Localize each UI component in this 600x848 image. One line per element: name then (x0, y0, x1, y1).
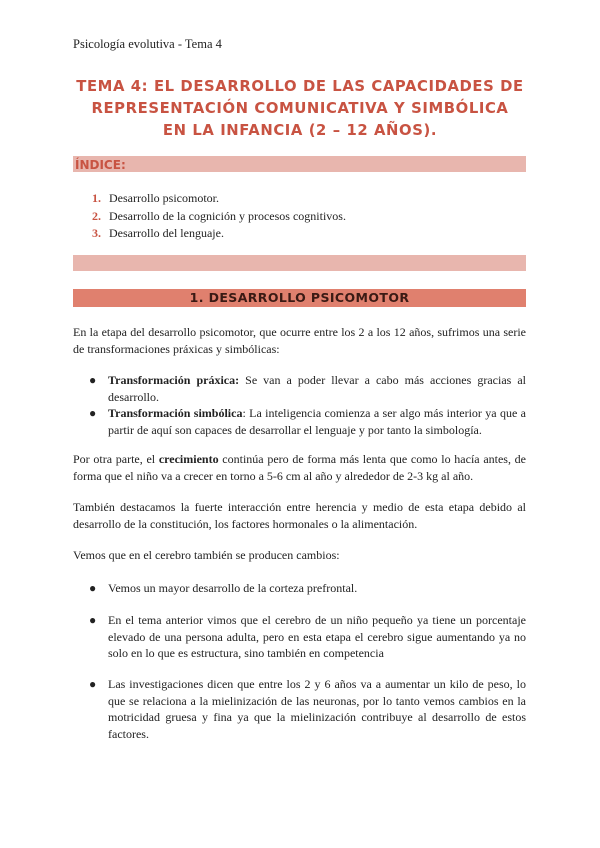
title-line-2: REPRESENTACIÓN COMUNICATIVA Y SIMBÓLICA (91, 100, 509, 117)
index-item (92, 190, 346, 208)
definition: : La inteligencia comienza a ser algo más interior ya que a partir de aquí son capaces de desarrollar el lenguaje y por tanto la simbología. (108, 406, 526, 437)
index-item (92, 208, 346, 226)
page-header: Psicología evolutiva - Tema 4 (73, 37, 222, 51)
index-heading-bar (73, 156, 526, 172)
bullet-icon: ● (89, 373, 97, 387)
title-line-1: TEMA 4: EL DESARROLLO DE LAS CAPACIDADES DE (76, 78, 524, 95)
intro-paragraph: En la etapa del desarrollo psicomotor, que ocurre entre los 2 a los 12 años, sufrimos una serie de transformaciones práxicas y simbólicas: (73, 325, 526, 356)
divider-bar (73, 255, 526, 271)
bullet-icon: ● (89, 406, 97, 420)
term: Transformación práxica: (108, 373, 240, 387)
index-item-text: Desarrollo del lenguaje. (109, 226, 224, 240)
index-item (92, 225, 346, 243)
index-item-text: Desarrollo de la cognición y procesos cognitivos. (109, 208, 346, 223)
bullet-icon: ● (89, 677, 97, 691)
growth-term: crecimiento (158, 452, 219, 466)
heredity-paragraph: También destacamos la fuerte interacción entre herencia y medio de esta etapa debido al desarrollo de la constitución, los factores hormonales o la alimentación. (73, 500, 526, 531)
title-line-3: EN LA INFANCIA (2 – 12 AÑOS). (162, 122, 438, 139)
list-item (89, 580, 526, 597)
definition: Se van a poder llevar a cabo más acciones gracias al desarrollo. (108, 373, 527, 404)
index-item-number: 1. (92, 191, 101, 205)
list-item (89, 405, 526, 438)
list-item (89, 676, 526, 742)
bullet-icon: ● (89, 613, 97, 627)
list-item-text: Las investigaciones dicen que entre los 2 y 6 años va a aumentar un kilo de peso, lo que se relaciona a la mielinización de las neuronas, por lo tanto vemos cambios en la motricidad gruesa y fina ya que la mielinización contribuye al desarrollo de estos factores. (108, 677, 526, 741)
document-title (60, 76, 540, 142)
list-item (89, 612, 526, 662)
list-item-text: En el tema anterior vimos que el cerebro de un niño pequeño ya tiene un porcentaje elevado de una persona adulta, pero en esta etapa el cerebro sigue aumentando ya no solo en lo que es estructura, sino también en competencia (108, 613, 526, 660)
list-item-text: Vemos un mayor desarrollo de la corteza prefrontal. (108, 581, 358, 595)
term: Transformación simbólica (108, 406, 243, 420)
growth-paragraph (73, 451, 526, 484)
growth-text-pre: Por otra parte, el (73, 452, 159, 466)
list-item (89, 372, 527, 405)
index-list (92, 190, 346, 243)
brain-intro: Vemos que en el cerebro también se producen cambios: (73, 548, 340, 562)
index-heading: ÍNDICE: (75, 158, 126, 172)
index-item-number: 3. (92, 226, 101, 240)
index-item-text: Desarrollo psicomotor. (109, 191, 219, 205)
section-heading: 1. DESARROLLO PSICOMOTOR (73, 289, 526, 307)
bullet-icon: ● (89, 581, 97, 595)
index-item-number: 2. (92, 208, 101, 223)
growth-text-post: continúa pero de forma más lenta que como lo hacía antes, de forma que el niño va a crecer en torno a 5-6 cm al año y alrededor de 2-3 kg al año. (73, 452, 527, 483)
